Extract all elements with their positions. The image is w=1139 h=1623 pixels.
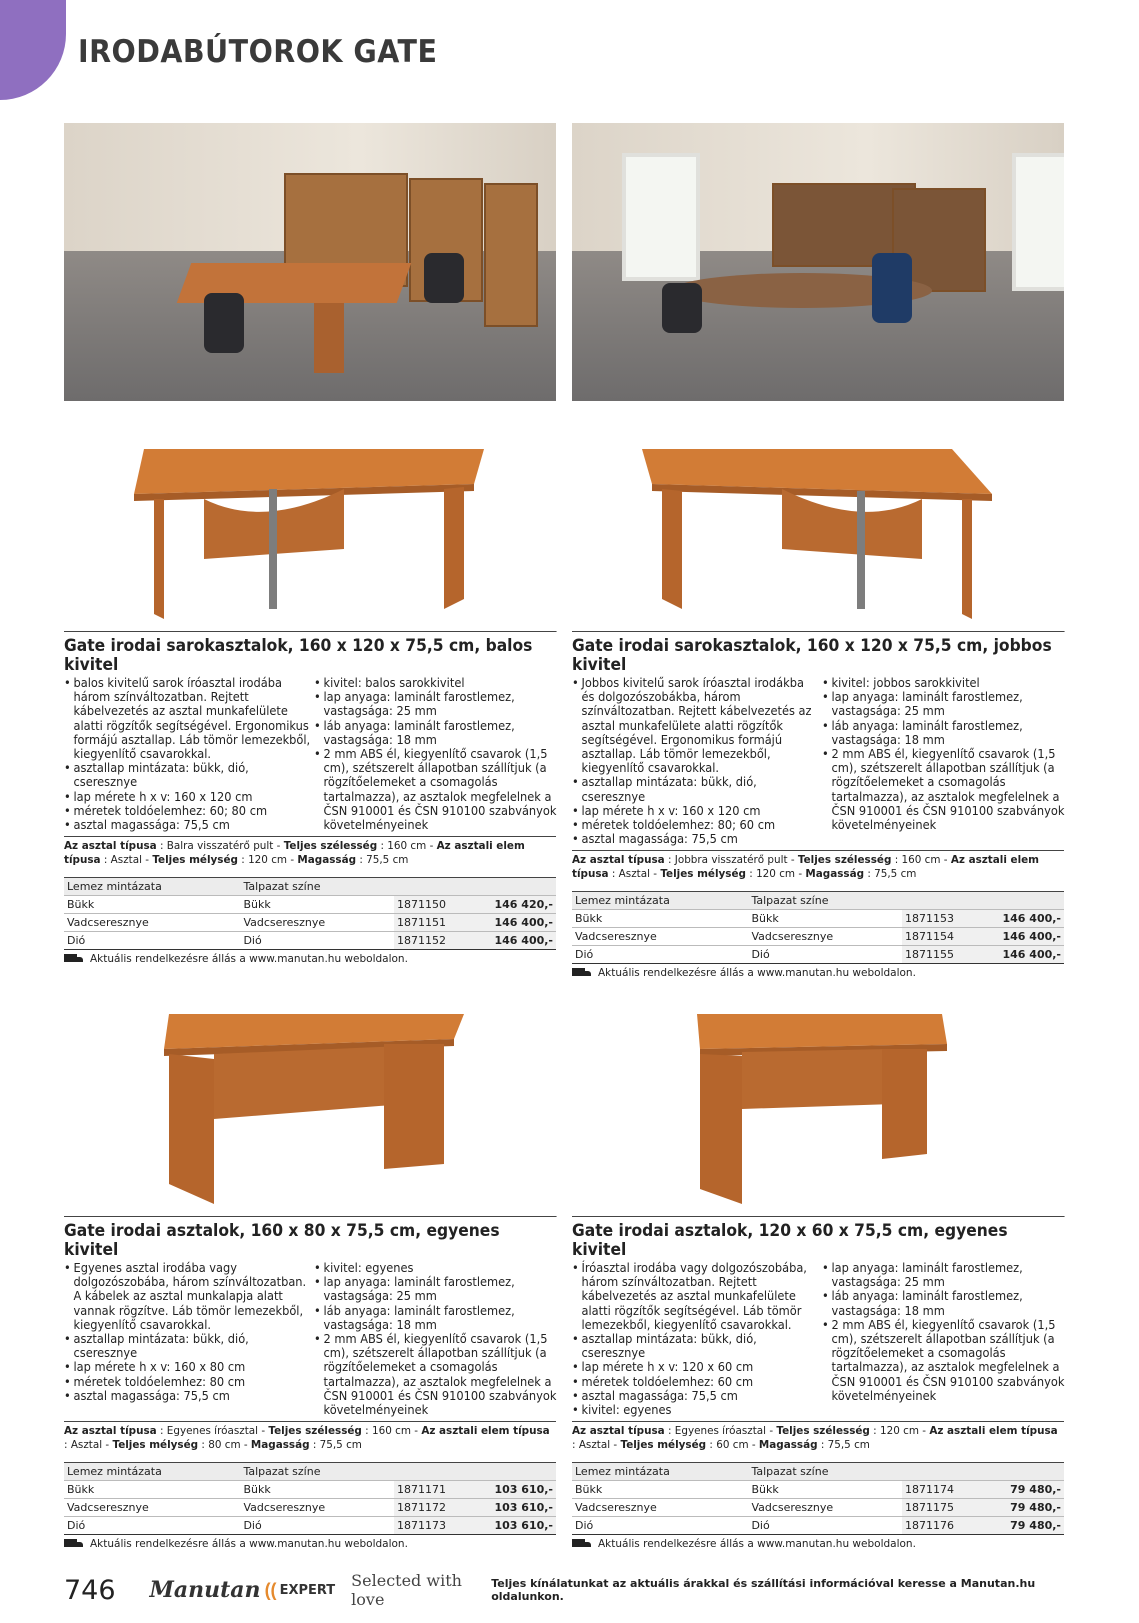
table-row[interactable]: Dió Dió 1871152 146 400,- [64, 932, 556, 950]
feature-item: • asztallap mintázata: bükk, dió, cseresznye [64, 761, 311, 789]
page-number: 746 [64, 1574, 116, 1606]
product-card-2 [572, 405, 1064, 979]
feature-item: • asztallap mintázata: bükk, dió, cseresznye [64, 1332, 311, 1360]
feature-item: • Egyenes asztal irodába vagy dolgozószobába, három színváltozatban. A kábelek az asztal munkalapja alatt vannak rögzítve. Láb tömör lemezekből, kiegyenlítő csavarokkal. [64, 1261, 311, 1332]
truck-icon [64, 1539, 84, 1549]
brand-logo: Manutan [149, 1577, 261, 1603]
price-table: Lemez mintázata Talpazat színe Bükk Bükk 1871171 103 610,- Vadcseresznye Vadcseresznye 1871172 103 610,- Dió Dió 1871173 103 610,- [64, 1462, 556, 1535]
page-title: IRODABÚTOROK GATE [78, 34, 438, 70]
feature-item: • asztallap mintázata: bükk, dió, cseresznye [572, 775, 819, 803]
feature-item: • lap mérete h x v: 160 x 120 cm [572, 804, 819, 818]
table-row[interactable]: Vadcseresznye Vadcseresznye 1871154 146 400,- [572, 928, 1064, 946]
brand-expert-label: EXPERT [279, 1582, 336, 1598]
feature-item: • láb anyaga: laminált farostlemez, vastagsága: 18 mm [314, 719, 561, 747]
table-row[interactable]: Bükk Bükk 1871174 79 480,- [572, 1481, 1064, 1499]
table-row[interactable]: Bükk Bükk 1871150 146 420,- [64, 896, 556, 914]
spec-summary: Az asztal típusa : Egyenes íróasztal - Teljes szélesség : 120 cm - Az asztali elem típusa : Asztal - Teljes mélység : 60 cm - Magasság : 75,5 cm [572, 1421, 1064, 1452]
truck-icon [572, 1539, 592, 1549]
feature-item: • kivitel: jobbos sarokkivitel [822, 676, 1069, 690]
product-title: Gate irodai sarokasztalok, 160 x 120 x 75,5 cm, jobbos kivitel [572, 631, 1065, 674]
spec-summary: Az asztal típusa : Balra visszatérő pult - Teljes szélesség : 160 cm - Az asztali elem típusa : Asztal - Teljes mélység : 120 cm - Magasság : 75,5 cm [64, 836, 556, 867]
truck-icon [572, 968, 592, 978]
table-row[interactable]: Dió Dió 1871176 79 480,- [572, 1517, 1064, 1535]
feature-item: • balos kivitelű sarok íróasztal irodába három színváltozatban. Rejtett kábelvezetés az asztal munkafelülete alatti rögzítők segítségével. Ergonomikus formájú asztallap. Láb tömör lemezekből, kiegyenlítő csavarokkal. [64, 676, 311, 761]
feature-item: • Íróasztal irodába vagy dolgozószobába, három színváltozatban. Rejtett kábelvezetés az asztal munkafelülete alatti rögzítők segítségével. Láb tömör lemezekből, kiegyenlítő csavarokkal. [572, 1261, 819, 1332]
feature-item: • kivitel: egyenes [572, 1403, 819, 1417]
truck-icon [64, 954, 84, 964]
product-title: Gate irodai asztalok, 160 x 80 x 75,5 cm, egyenes kivitel [64, 1216, 557, 1259]
feature-item: • lap anyaga: laminált farostlemez, vastagsága: 25 mm [822, 1261, 1069, 1289]
availability-note: Aktuális rendelkezésre állás a www.manutan.hu weboldalon. [64, 1538, 556, 1550]
feature-item: • méretek toldóelemhez: 80; 60 cm [572, 818, 819, 832]
feature-item: • lap anyaga: laminált farostlemez, vastagsága: 25 mm [314, 1275, 561, 1303]
feature-item: • 2 mm ABS él, kiegyenlítő csavarok (1,5 cm), szétszerelt állapotban szállítjuk (a rögzítőelemeket a csomagolás tartalmazza), az asztalok megfelelnek a ČSN 910001 és ČSN 910100 szabványok követelményeinek [314, 1332, 561, 1417]
table-row[interactable]: Vadcseresznye Vadcseresznye 1871172 103 610,- [64, 1499, 556, 1517]
availability-note: Aktuális rendelkezésre állás a www.manutan.hu weboldalon. [64, 953, 556, 965]
table-row[interactable]: Vadcseresznye Vadcseresznye 1871151 146 400,- [64, 914, 556, 932]
feature-item: • asztallap mintázata: bükk, dió, cseresznye [572, 1332, 819, 1360]
feature-item: • 2 mm ABS él, kiegyenlítő csavarok (1,5 cm), szétszerelt állapotban szállítjuk (a rögzítőelemeket a csomagolás tartalmazza), az asztalok megfelelnek a ČSN 910001 és ČSN 910100 szabványok követelményeinek [314, 747, 561, 832]
feature-item: • lap anyaga: laminált farostlemez, vastagsága: 25 mm [822, 690, 1069, 718]
feature-item: • asztal magassága: 75,5 cm [64, 818, 311, 832]
product-title: Gate irodai sarokasztalok, 160 x 120 x 75,5 cm, balos kivitel [64, 631, 557, 674]
footer-note: Teljes kínálatunkat az aktuális árakkal és szállítási információval keresse a Manutan.hu oldalunkon. [491, 1577, 1036, 1603]
spec-summary: Az asztal típusa : Egyenes íróasztal - Teljes szélesség : 160 cm - Az asztali elem típusa : Asztal - Teljes mélység : 80 cm - Magasság : 75,5 cm [64, 1421, 556, 1452]
price-table: Lemez mintázata Talpazat színe Bükk Bükk 1871150 146 420,- Vadcseresznye Vadcseresznye 1871151 146 400,- Dió Dió 1871152 146 400,- [64, 877, 556, 950]
spec-summary: Az asztal típusa : Jobbra visszatérő pult - Teljes szélesség : 160 cm - Az asztali elem típusa : Asztal - Teljes mélység : 120 cm - Magasság : 75,5 cm [572, 850, 1064, 881]
feature-item: • láb anyaga: laminált farostlemez, vastagsága: 18 mm [822, 1289, 1069, 1317]
desk-corner-right-image [572, 409, 1064, 629]
feature-item: • kivitel: balos sarokkivitel [314, 676, 561, 690]
desk-corner-left-image [64, 409, 556, 629]
section-tab-corner [0, 0, 66, 100]
table-row[interactable]: Vadcseresznye Vadcseresznye 1871175 79 480,- [572, 1499, 1064, 1517]
product-card-4 [572, 990, 1064, 1550]
feature-item: • lap mérete h x v: 160 x 120 cm [64, 790, 311, 804]
room-photo-right [572, 123, 1064, 401]
tagline: Selected with love [351, 1571, 462, 1609]
product-card-3 [64, 990, 556, 1550]
feature-item: • 2 mm ABS él, kiegyenlítő csavarok (1,5 cm), szétszerelt állapotban szállítjuk (a rögzítőelemeket a csomagolás tartalmazza), az asztalok megfelelnek a ČSN 910001 és ČSN 910100 szabványok követelményeinek [822, 747, 1069, 832]
product-title: Gate irodai asztalok, 120 x 60 x 75,5 cm, egyenes kivitel [572, 1216, 1065, 1259]
page-footer [64, 1570, 1074, 1610]
feature-item: • lap mérete h x v: 160 x 80 cm [64, 1360, 311, 1374]
feature-item: • lap mérete h x v: 120 x 60 cm [572, 1360, 819, 1374]
desk-straight-160-image [64, 994, 556, 1214]
feature-item: • asztal magassága: 75,5 cm [572, 1389, 819, 1403]
feature-item: • Jobbos kivitelű sarok íróasztal irodákba és dolgozószobákba, három színváltozatban. Rejtett kábelvezetés az asztal munkafelülete alatti rögzítők segítségével. Ergonomikus formájú asztallap. Láb tömör lemezekből, kiegyenlítő csavarokkal. [572, 676, 819, 775]
table-row[interactable]: Bükk Bükk 1871153 146 400,- [572, 910, 1064, 928]
feature-item: • 2 mm ABS él, kiegyenlítő csavarok (1,5 cm), szétszerelt állapotban szállítjuk (a rögzítőelemeket a csomagolás tartalmazza), az asztalok megfelelnek a ČSN 910001 és ČSN 910100 szabványok követelményeinek [822, 1318, 1069, 1403]
desk-straight-120-image [572, 994, 1064, 1214]
availability-note: Aktuális rendelkezésre állás a www.manutan.hu weboldalon. [572, 1538, 1064, 1550]
feature-item: • láb anyaga: laminált farostlemez, vastagsága: 18 mm [822, 719, 1069, 747]
feature-item: • méretek toldóelemhez: 80 cm [64, 1375, 311, 1389]
feature-item: • méretek toldóelemhez: 60; 80 cm [64, 804, 311, 818]
feature-item: • asztal magassága: 75,5 cm [64, 1389, 311, 1403]
feature-item: • méretek toldóelemhez: 60 cm [572, 1375, 819, 1389]
product-card-1 [64, 405, 556, 965]
table-row[interactable]: Dió Dió 1871155 146 400,- [572, 946, 1064, 964]
price-table: Lemez mintázata Talpazat színe Bükk Bükk 1871153 146 400,- Vadcseresznye Vadcseresznye 1871154 146 400,- Dió Dió 1871155 146 400,- [572, 891, 1064, 964]
feature-item: • lap anyaga: laminált farostlemez, vastagsága: 25 mm [314, 690, 561, 718]
price-table: Lemez mintázata Talpazat színe Bükk Bükk 1871174 79 480,- Vadcseresznye Vadcseresznye 1871175 79 480,- Dió Dió 1871176 79 480,- [572, 1462, 1064, 1535]
feature-item: • kivitel: egyenes [314, 1261, 561, 1275]
feature-item: • láb anyaga: laminált farostlemez, vastagsága: 18 mm [314, 1304, 561, 1332]
brand-mark-icon: (( [264, 1579, 277, 1600]
table-row[interactable]: Bükk Bükk 1871171 103 610,- [64, 1481, 556, 1499]
availability-note: Aktuális rendelkezésre állás a www.manutan.hu weboldalon. [572, 967, 1064, 979]
room-photo-left [64, 123, 556, 401]
feature-item: • asztal magassága: 75,5 cm [572, 832, 819, 846]
table-row[interactable]: Dió Dió 1871173 103 610,- [64, 1517, 556, 1535]
